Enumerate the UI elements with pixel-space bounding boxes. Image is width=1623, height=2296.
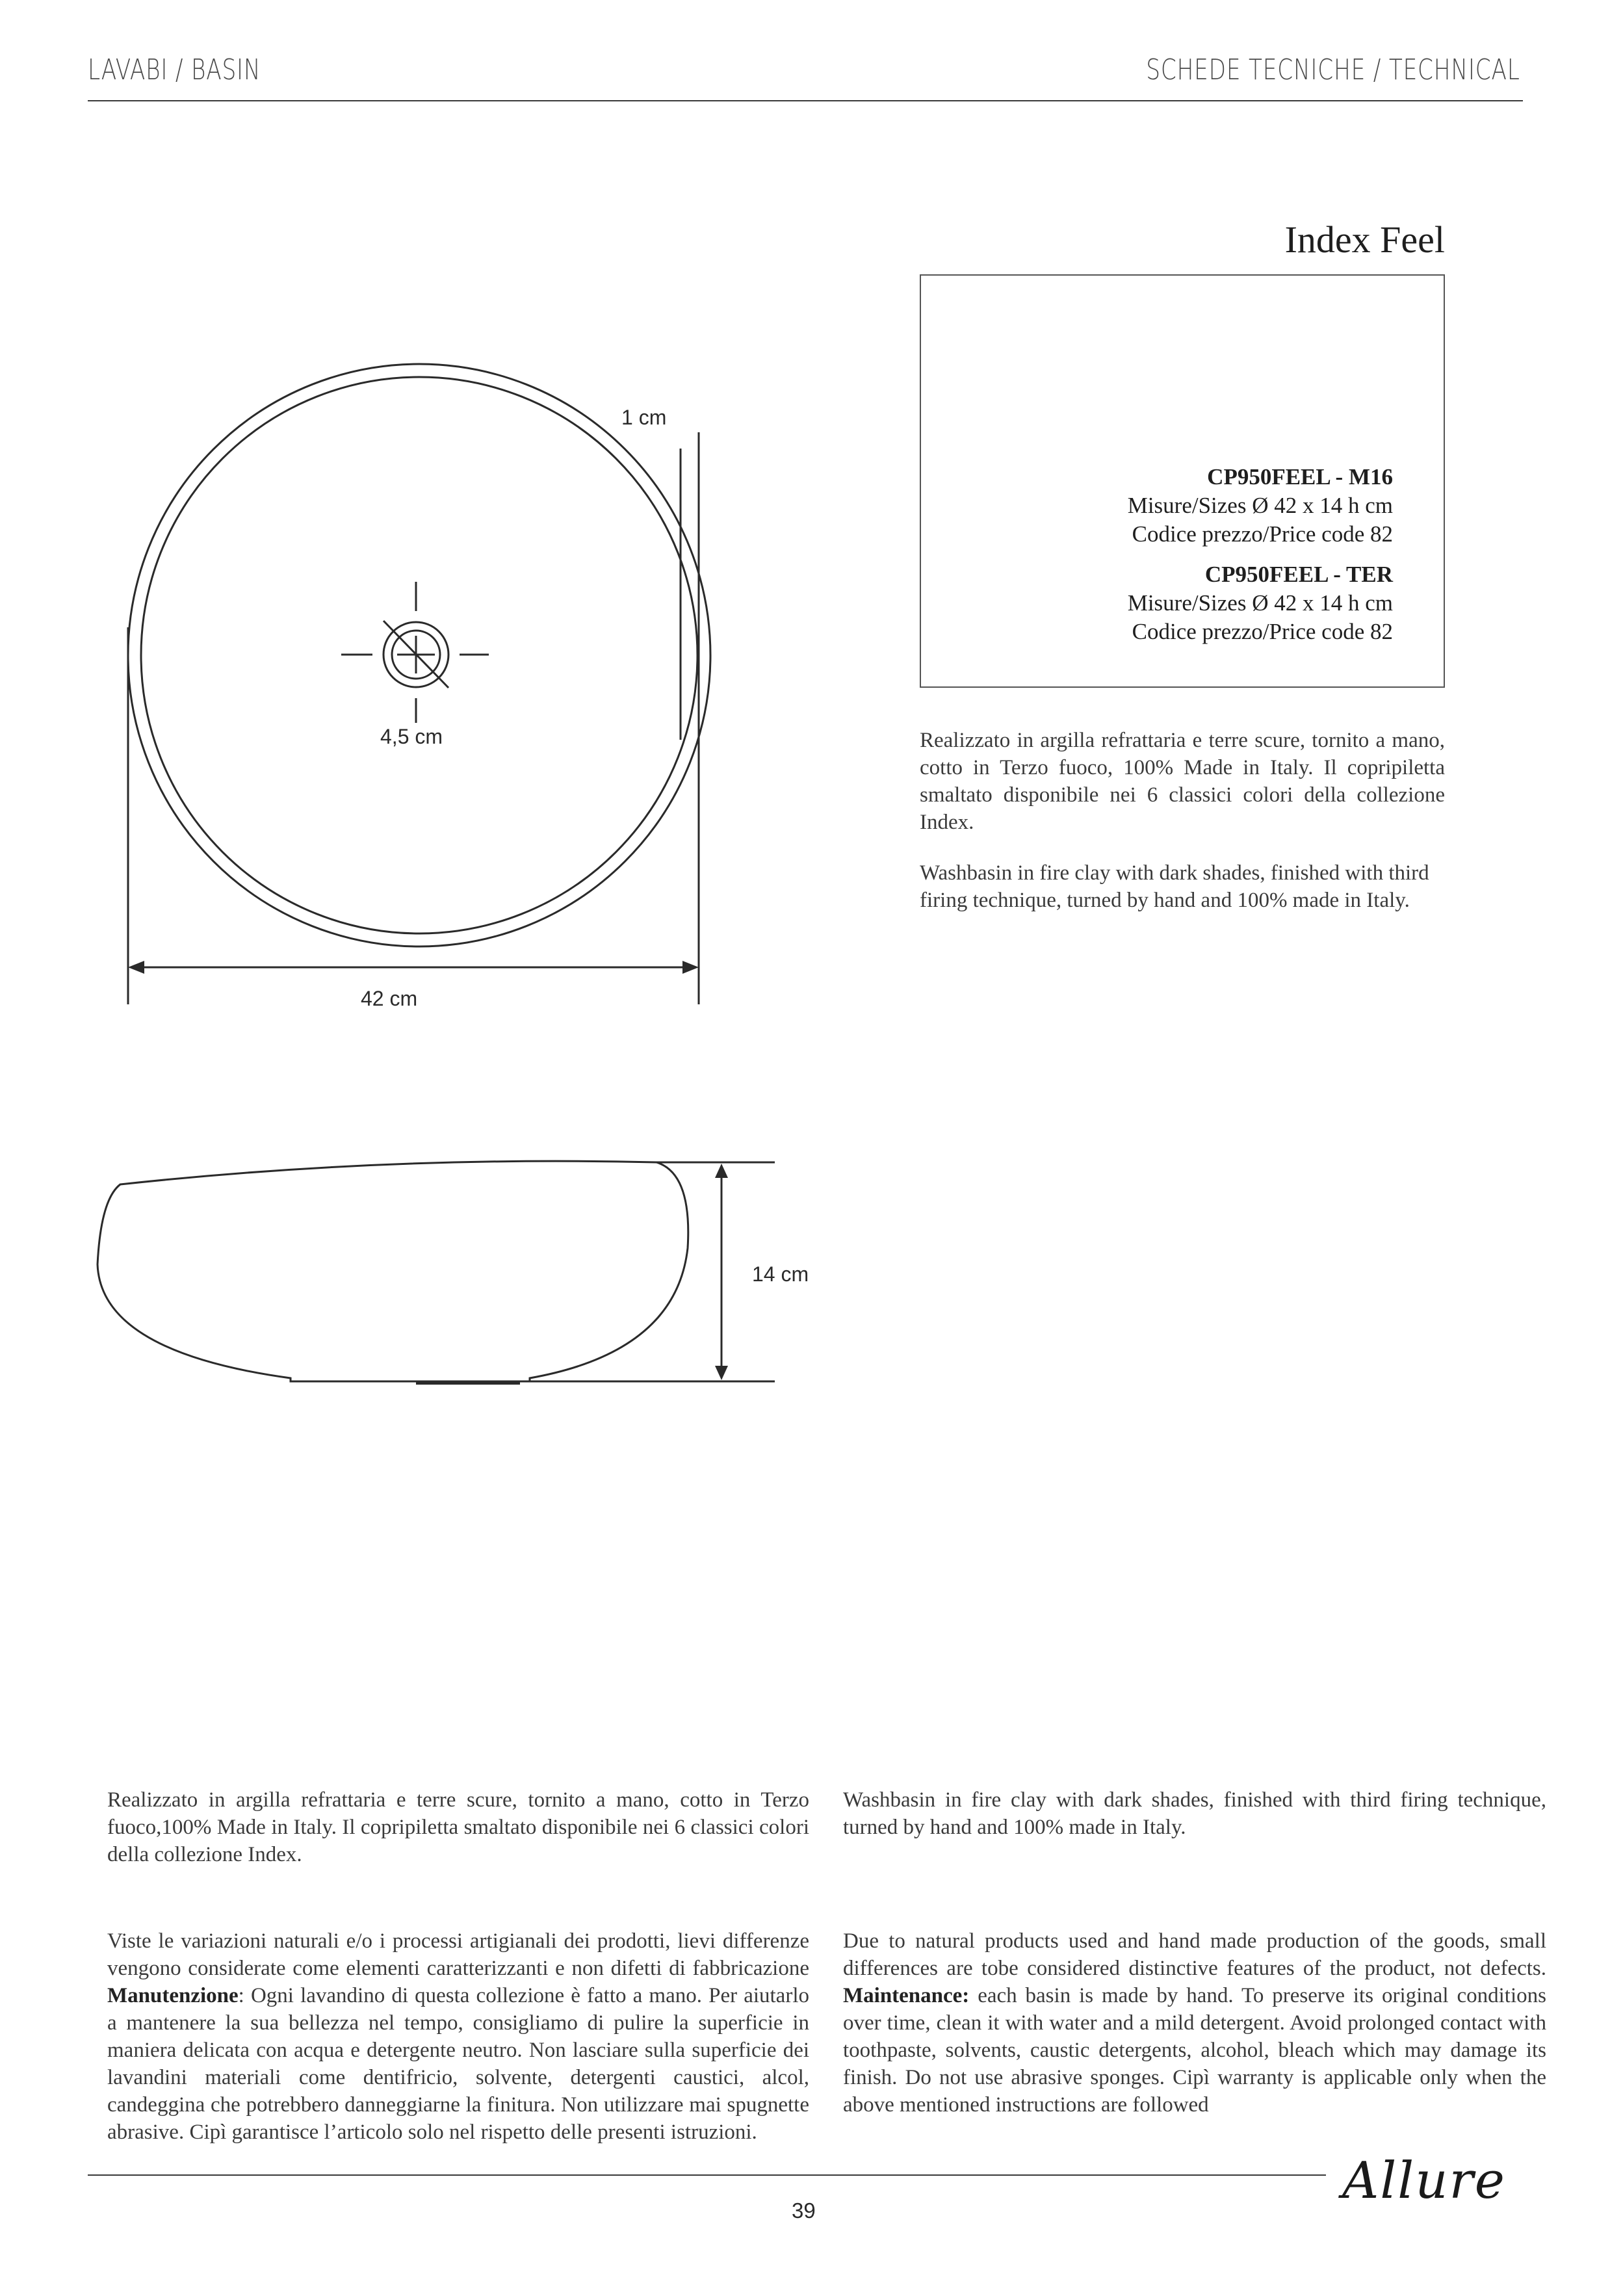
technical-drawing	[0, 0, 845, 1430]
care-it-warning: Non lasciare sulla superficie dei lavandini materiali come dentifricio, solvente, detergenti caustici, alcol, candeggina che potrebbero danneggiarne la finitura. Non utilizzare mai spugnette abrasive. Cipì garantisce l’articolo solo nel rispetto delle presenti istruzioni.	[107, 2039, 810, 2144]
variant-price: Codice prezzo/Price code 82	[1132, 619, 1393, 644]
intro-it: Realizzato in argilla refrattaria e terre scure, tornito a mano, cotto in Terzo fuoco,100% Made in Italy. Il copripiletta smaltato disponibile nei 6 classici colori della collezione Index.	[107, 1788, 809, 1866]
drain-dimension-label: 4,5 cm	[380, 725, 443, 748]
care-en-intro: Due to natural products used and hand made production of the goods, small differences are tobe considered distinctive features of the product, not defects.	[843, 1929, 1546, 1980]
drain-icon	[341, 582, 489, 723]
height-dimension-label: 14 cm	[752, 1262, 809, 1286]
variant-price: Codice prezzo/Price code 82	[1132, 521, 1393, 547]
care-it-label: Manutenzione	[107, 1984, 239, 2007]
rim-dimension-label: 1 cm	[621, 406, 667, 429]
care-it-body: : Ogni lavandino di questa collezione è fatto a mano. Per aiutarlo a mantenere la sua bellezza nel tempo, consigliamo di pulire la superficie in maniera delicata con acqua e detergente neutro.	[107, 1984, 809, 2062]
variant-code: CP950FEEL - TER	[1204, 562, 1393, 587]
variant-sizes: Misure/Sizes Ø 42 x 14 h cm	[1127, 590, 1393, 616]
spec-list	[1128, 463, 1393, 646]
diameter-dimension-label: 42 cm	[361, 987, 418, 1010]
basin-side-profile	[97, 1161, 688, 1381]
page-number: 39	[792, 2198, 816, 2223]
variant-code: CP950FEEL - M16	[1207, 464, 1393, 489]
arrow-up	[715, 1164, 728, 1178]
care-en-body: each basin is made by hand. To preserve its original conditions over time, clean it with water and a mild detergent. Avoid prolonged contact with toothpaste, solvents, caustic detergents, alcohol, bleach which may damage its finish. Do not use abrasive sponges. Cipì warranty is applicable only when the above mentioned instructions are followed	[843, 1984, 1546, 2117]
variant-sizes: Misure/Sizes Ø 42 x 14 h cm	[1127, 493, 1393, 518]
product-title: Index Feel	[1284, 218, 1445, 261]
care-it-intro: Viste le variazioni naturali e/o i processi artigianali dei prodotti, lievi differenze vengono considerate come elementi caratterizzanti e non difetti di fabbricazione	[107, 1929, 809, 1980]
footer-divider	[88, 2174, 1326, 2176]
product-description-en: Washbasin in fire clay with dark shades, finished with third firing technique, turned by hand and 100% made in Italy.	[920, 861, 1429, 912]
arrow-down	[715, 1366, 728, 1380]
care-en-label: Maintenance:	[843, 1984, 970, 2007]
care-en	[843, 1927, 1546, 2119]
product-description-it: Realizzato in argilla refrattaria e terre scure, tornito a mano, cotto in Terzo fuoco, 100% Made in Italy. Il copripiletta smaltato disponibile nei 6 classici colori della collezione Index.	[920, 729, 1445, 834]
intro-en: Washbasin in fire clay with dark shades, finished with third firing technique, turned by hand and 100% made in Italy.	[843, 1788, 1546, 1839]
care-it	[107, 1927, 809, 2146]
document-type-label: SCHEDE TECNICHE / TECHNICAL	[1146, 53, 1520, 86]
section-label: LAVABI / BASIN	[88, 53, 261, 86]
arrow-right	[682, 961, 699, 974]
arrow-left	[128, 961, 144, 974]
brand-logo: Allure	[1342, 2152, 1506, 2210]
spec-box	[920, 274, 1445, 688]
